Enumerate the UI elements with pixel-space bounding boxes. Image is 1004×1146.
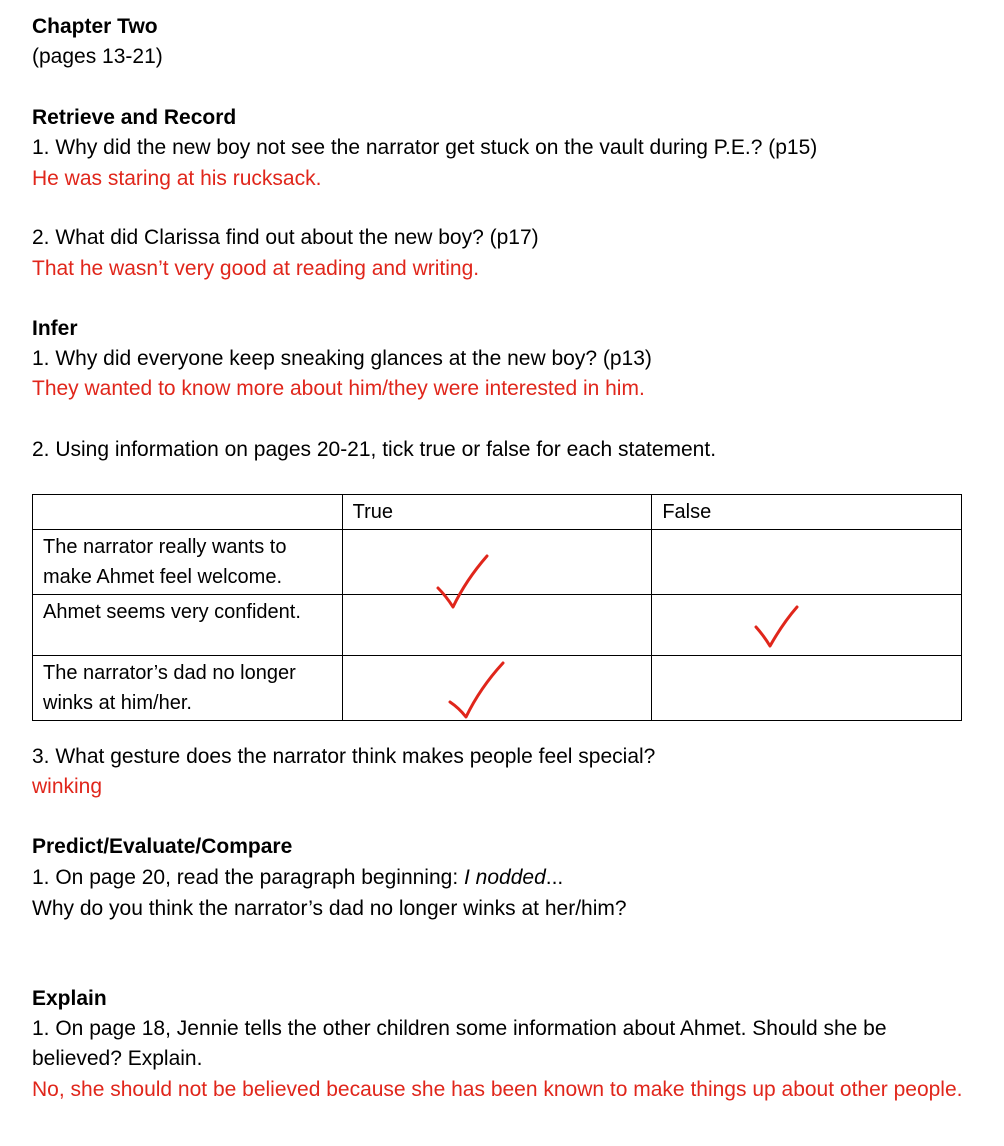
- infer-question-3: 3. What gesture does the narrator think makes people feel special?: [32, 745, 656, 768]
- infer-question-2: 2. Using information on pages 20-21, tick true or false for each statement.: [32, 438, 717, 461]
- table-row: [33, 595, 962, 656]
- false-cell[interactable]: [652, 530, 962, 595]
- infer-answer-1: They wanted to know more about him/they were interested in him.: [32, 377, 645, 400]
- predict-q1-italic: I nodded: [464, 866, 546, 889]
- retrieve-question-2: 2. What did Clarissa find out about the new boy? (p17): [32, 226, 539, 249]
- infer-question-1: 1. Why did everyone keep sneaking glances at the new boy? (p13): [32, 347, 652, 370]
- false-cell[interactable]: [652, 595, 962, 656]
- explain-answer-1: No, she should not be believed because she has been known to make things up about other people.: [32, 1078, 963, 1101]
- predict-question-1-line-2: Why do you think the narrator’s dad no longer winks at her/him?: [32, 897, 627, 920]
- header-false: False: [652, 495, 962, 530]
- retrieve-answer-1: He was staring at his rucksack.: [32, 167, 322, 190]
- statement-cell: Ahmet seems very confident.: [33, 595, 343, 656]
- chapter-title: Chapter Two: [32, 15, 158, 38]
- table-row: [33, 656, 962, 721]
- explain-heading: Explain: [32, 987, 107, 1010]
- table-row: [33, 530, 962, 595]
- infer-heading: Infer: [32, 317, 78, 340]
- predict-q1-prefix: 1. On page 20, read the paragraph beginning:: [32, 866, 464, 889]
- retrieve-answer-2: That he wasn’t very good at reading and writing.: [32, 257, 480, 280]
- predict-heading: Predict/Evaluate/Compare: [32, 835, 293, 858]
- retrieve-heading: Retrieve and Record: [32, 106, 237, 129]
- statement-cell: The narrator’s dad no longer winks at him/her.: [33, 656, 343, 721]
- retrieve-question-1: 1. Why did the new boy not see the narrator get stuck on the vault during P.E.? (p15): [32, 136, 818, 159]
- table-header-row: [33, 495, 962, 530]
- infer-answer-3: winking: [32, 775, 103, 798]
- explain-question-1: 1. On page 18, Jennie tells the other children some information about Ahmet. Should she be believed? Explain.: [32, 1017, 887, 1070]
- predict-q1-suffix: ...: [545, 866, 564, 889]
- predict-question-1: [32, 863, 563, 893]
- false-cell[interactable]: [652, 656, 962, 721]
- true-false-table: [32, 494, 962, 721]
- true-cell[interactable]: [342, 656, 652, 721]
- header-true: True: [342, 495, 652, 530]
- header-statement: [33, 495, 343, 530]
- true-cell[interactable]: [342, 595, 652, 656]
- true-cell[interactable]: [342, 530, 652, 595]
- statement-cell: The narrator really wants to make Ahmet feel welcome.: [33, 530, 343, 595]
- chapter-pages: (pages 13-21): [32, 45, 163, 68]
